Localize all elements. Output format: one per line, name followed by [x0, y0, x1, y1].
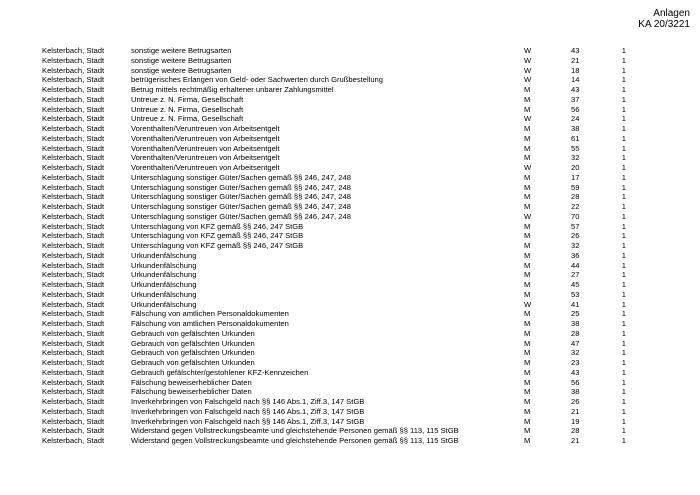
sex-cell: M: [524, 182, 531, 192]
count-cell: 1: [621, 75, 626, 85]
offense-cell: Urkundenfälschung: [131, 299, 197, 309]
city-cell: Kelsterbach, Stadt: [42, 358, 105, 367]
age-cell: 43: [571, 367, 580, 377]
offense-cell: Vorenthalten/Veruntreuen von Arbeitsentgelt: [131, 124, 280, 133]
age-cell: 38: [571, 387, 580, 397]
count-cell: 1: [621, 358, 626, 367]
table-row: [0, 222, 700, 232]
sex-cell: W: [524, 114, 532, 124]
age-cell: 37: [571, 94, 580, 104]
age-cell: 43: [571, 46, 580, 55]
count-cell: 1: [621, 397, 626, 406]
offense-cell: Urkundenfälschung: [131, 260, 197, 270]
city-cell: Kelsterbach, Stadt: [42, 143, 105, 153]
count-cell: 1: [621, 309, 626, 319]
count-cell: 1: [621, 260, 626, 270]
city-cell: Kelsterbach, Stadt: [42, 104, 105, 114]
age-cell: 23: [571, 358, 580, 367]
count-cell: 1: [621, 348, 626, 358]
sex-cell: M: [524, 338, 531, 348]
count-cell: 1: [621, 65, 626, 75]
city-cell: Kelsterbach, Stadt: [42, 436, 105, 445]
offense-cell: Unterschlagung sonstiger Güter/Sachen gemäß §§ 246, 247, 248: [131, 182, 351, 192]
age-cell: 17: [571, 172, 580, 182]
count-cell: 1: [621, 192, 626, 202]
age-cell: 18: [571, 65, 580, 75]
offense-cell: Vorenthalten/Veruntreuen von Arbeitsentgelt: [131, 153, 280, 163]
table-row: [0, 105, 700, 115]
age-cell: 56: [571, 377, 580, 387]
city-cell: Kelsterbach, Stadt: [42, 124, 105, 133]
age-cell: 26: [571, 397, 580, 406]
sex-cell: W: [524, 55, 532, 65]
city-cell: Kelsterbach, Stadt: [42, 280, 105, 289]
count-cell: 1: [621, 299, 626, 309]
sex-cell: M: [524, 85, 531, 94]
age-cell: 14: [571, 75, 580, 85]
city-cell: Kelsterbach, Stadt: [42, 319, 105, 328]
city-cell: Kelsterbach, Stadt: [42, 406, 105, 416]
city-cell: Kelsterbach, Stadt: [42, 338, 105, 348]
sex-cell: M: [524, 309, 531, 319]
age-cell: 43: [571, 85, 580, 94]
age-cell: 32: [571, 241, 580, 250]
city-cell: Kelsterbach, Stadt: [42, 377, 105, 387]
data-table: [0, 46, 700, 446]
table-row: [0, 319, 700, 329]
count-cell: 1: [621, 250, 626, 260]
table-row: [0, 387, 700, 397]
table-row: [0, 231, 700, 241]
count-cell: 1: [621, 328, 626, 338]
count-cell: 1: [621, 85, 626, 94]
count-cell: 1: [621, 211, 626, 221]
table-row: [0, 173, 700, 183]
city-cell: Kelsterbach, Stadt: [42, 221, 105, 231]
sex-cell: M: [524, 192, 531, 202]
offense-cell: Widerstand gegen Vollstreckungsbeamte und gleichstehende Personen gemäß §§ 113, 115 StGB: [131, 426, 459, 436]
sex-cell: M: [524, 377, 531, 387]
age-cell: 28: [571, 426, 580, 436]
count-cell: 1: [621, 163, 626, 172]
sex-cell: M: [524, 124, 531, 133]
header-anlagen: Anlagen: [653, 8, 690, 19]
table-row: [0, 436, 700, 446]
offense-cell: Inverkehrbringen von Falschgeld nach §§ 146 Abs.1, Ziff.3, 147 StGB: [131, 416, 365, 426]
offense-cell: Untreue z. N. Firma, Gesellschaft: [131, 114, 244, 124]
city-cell: Kelsterbach, Stadt: [42, 46, 105, 55]
age-cell: 32: [571, 348, 580, 358]
table-row: [0, 95, 700, 105]
offense-cell: Urkundenfälschung: [131, 289, 197, 299]
table-row: [0, 192, 700, 202]
offense-cell: Unterschlagung sonstiger Güter/Sachen gemäß §§ 246, 247, 248: [131, 172, 351, 182]
count-cell: 1: [621, 202, 626, 211]
table-row: [0, 85, 700, 95]
offense-cell: Urkundenfälschung: [131, 270, 197, 280]
sex-cell: M: [524, 367, 531, 377]
sex-cell: M: [524, 94, 531, 104]
city-cell: Kelsterbach, Stadt: [42, 231, 105, 241]
offense-cell: Gebrauch von gefälschten Urkunden: [131, 338, 255, 348]
offense-cell: Fälschung von amtlichen Personaldokumenten: [131, 309, 289, 319]
city-cell: Kelsterbach, Stadt: [42, 289, 105, 299]
city-cell: Kelsterbach, Stadt: [42, 309, 105, 319]
sex-cell: M: [524, 143, 531, 153]
city-cell: Kelsterbach, Stadt: [42, 114, 105, 124]
age-cell: 20: [571, 163, 580, 172]
age-cell: 56: [571, 104, 580, 114]
city-cell: Kelsterbach, Stadt: [42, 163, 105, 172]
sex-cell: M: [524, 280, 531, 289]
age-cell: 21: [571, 406, 580, 416]
city-cell: Kelsterbach, Stadt: [42, 250, 105, 260]
sex-cell: W: [524, 75, 532, 85]
table-row: [0, 144, 700, 154]
table-row: [0, 124, 700, 134]
age-cell: 28: [571, 192, 580, 202]
table-row: [0, 261, 700, 271]
city-cell: Kelsterbach, Stadt: [42, 94, 105, 104]
age-cell: 57: [571, 221, 580, 231]
table-row: [0, 75, 700, 85]
sex-cell: W: [524, 163, 532, 172]
table-row: [0, 329, 700, 339]
offense-cell: Urkundenfälschung: [131, 250, 197, 260]
offense-cell: Unterschlagung sonstiger Güter/Sachen gemäß §§ 246, 247, 248: [131, 202, 351, 211]
count-cell: 1: [621, 143, 626, 153]
city-cell: Kelsterbach, Stadt: [42, 270, 105, 280]
sex-cell: M: [524, 231, 531, 241]
sex-cell: M: [524, 328, 531, 338]
table-row: [0, 368, 700, 378]
table-row: [0, 202, 700, 212]
count-cell: 1: [621, 124, 626, 133]
table-row: [0, 290, 700, 300]
table-row: [0, 114, 700, 124]
city-cell: Kelsterbach, Stadt: [42, 75, 105, 85]
age-cell: 41: [571, 299, 580, 309]
city-cell: Kelsterbach, Stadt: [42, 348, 105, 358]
offense-cell: Inverkehrbringen von Falschgeld nach §§ 146 Abs.1, Ziff.3, 147 StGB: [131, 406, 365, 416]
age-cell: 47: [571, 338, 580, 348]
offense-cell: Urkundenfälschung: [131, 280, 197, 289]
offense-cell: Gebrauch von gefälschten Urkunden: [131, 348, 255, 358]
sex-cell: M: [524, 250, 531, 260]
city-cell: Kelsterbach, Stadt: [42, 299, 105, 309]
table-row: [0, 66, 700, 76]
count-cell: 1: [621, 377, 626, 387]
city-cell: Kelsterbach, Stadt: [42, 416, 105, 426]
sex-cell: M: [524, 426, 531, 436]
table-row: [0, 270, 700, 280]
offense-cell: Untreue z. N. Firma, Gesellschaft: [131, 104, 244, 114]
sex-cell: M: [524, 221, 531, 231]
city-cell: Kelsterbach, Stadt: [42, 260, 105, 270]
sex-cell: M: [524, 104, 531, 114]
offense-cell: betrügerisches Erlangen von Geld- oder Sachwerten durch Grußbestellung: [131, 75, 383, 85]
age-cell: 55: [571, 143, 580, 153]
count-cell: 1: [621, 436, 626, 445]
table-row: [0, 134, 700, 144]
table-row: [0, 163, 700, 173]
offense-cell: Unterschlagung von KFZ gemäß §§ 246, 247 StGB: [131, 231, 304, 241]
offense-cell: Betrug mittels rechtmäßig erhaltener unbarer Zahlungsmittel: [131, 85, 334, 94]
sex-cell: M: [524, 153, 531, 163]
age-cell: 27: [571, 270, 580, 280]
table-row: [0, 426, 700, 436]
offense-cell: Gebrauch von gefälschten Urkunden: [131, 358, 255, 367]
sex-cell: M: [524, 202, 531, 211]
offense-cell: sonstige weitere Betrugsarten: [131, 55, 232, 65]
table-row: [0, 153, 700, 163]
city-cell: Kelsterbach, Stadt: [42, 367, 105, 377]
sex-cell: M: [524, 289, 531, 299]
age-cell: 38: [571, 319, 580, 328]
table-row: [0, 358, 700, 368]
city-cell: Kelsterbach, Stadt: [42, 65, 105, 75]
offense-cell: Gebrauch gefälschter/gestohlener KFZ-Kennzeichen: [131, 367, 309, 377]
count-cell: 1: [621, 221, 626, 231]
age-cell: 38: [571, 124, 580, 133]
sex-cell: W: [524, 65, 532, 75]
count-cell: 1: [621, 133, 626, 143]
age-cell: 61: [571, 133, 580, 143]
offense-cell: Unterschlagung sonstiger Güter/Sachen gemäß §§ 246, 247, 248: [131, 211, 351, 221]
offense-cell: Vorenthalten/Veruntreuen von Arbeitsentgelt: [131, 143, 280, 153]
age-cell: 24: [571, 114, 580, 124]
sex-cell: M: [524, 241, 531, 250]
city-cell: Kelsterbach, Stadt: [42, 241, 105, 250]
city-cell: Kelsterbach, Stadt: [42, 211, 105, 221]
sex-cell: M: [524, 348, 531, 358]
count-cell: 1: [621, 182, 626, 192]
city-cell: Kelsterbach, Stadt: [42, 397, 105, 406]
table-row: [0, 378, 700, 388]
table-row: [0, 417, 700, 427]
count-cell: 1: [621, 114, 626, 124]
sex-cell: M: [524, 436, 531, 445]
city-cell: Kelsterbach, Stadt: [42, 85, 105, 94]
table-row: [0, 300, 700, 310]
table-row: [0, 397, 700, 407]
city-cell: Kelsterbach, Stadt: [42, 172, 105, 182]
offense-cell: sonstige weitere Betrugsarten: [131, 65, 232, 75]
sex-cell: W: [524, 211, 532, 221]
table-row: [0, 241, 700, 251]
table-row: [0, 309, 700, 319]
table-row: [0, 280, 700, 290]
sex-cell: M: [524, 358, 531, 367]
offense-cell: Untreue z. N. Firma, Gesellschaft: [131, 94, 244, 104]
table-row: [0, 46, 700, 56]
age-cell: 44: [571, 260, 580, 270]
sex-cell: M: [524, 319, 531, 328]
age-cell: 32: [571, 153, 580, 163]
count-cell: 1: [621, 46, 626, 55]
age-cell: 59: [571, 182, 580, 192]
offense-cell: Fälschung beweiserheblicher Daten: [131, 387, 252, 397]
age-cell: 28: [571, 328, 580, 338]
sex-cell: M: [524, 387, 531, 397]
header-reference: KA 20/3221: [638, 19, 690, 30]
age-cell: 26: [571, 231, 580, 241]
table-row: [0, 407, 700, 417]
count-cell: 1: [621, 280, 626, 289]
city-cell: Kelsterbach, Stadt: [42, 182, 105, 192]
offense-cell: Unterschlagung von KFZ gemäß §§ 246, 247 StGB: [131, 241, 304, 250]
table-row: [0, 183, 700, 193]
document-header: [638, 8, 690, 30]
sex-cell: W: [524, 299, 532, 309]
city-cell: Kelsterbach, Stadt: [42, 192, 105, 202]
count-cell: 1: [621, 406, 626, 416]
age-cell: 21: [571, 55, 580, 65]
sex-cell: M: [524, 397, 531, 406]
age-cell: 36: [571, 250, 580, 260]
city-cell: Kelsterbach, Stadt: [42, 133, 105, 143]
count-cell: 1: [621, 153, 626, 163]
count-cell: 1: [621, 55, 626, 65]
table-row: [0, 56, 700, 66]
offense-cell: Unterschlagung von KFZ gemäß §§ 246, 247 StGB: [131, 221, 304, 231]
age-cell: 53: [571, 289, 580, 299]
age-cell: 70: [571, 211, 580, 221]
count-cell: 1: [621, 270, 626, 280]
count-cell: 1: [621, 172, 626, 182]
sex-cell: M: [524, 172, 531, 182]
table-row: [0, 339, 700, 349]
city-cell: Kelsterbach, Stadt: [42, 328, 105, 338]
city-cell: Kelsterbach, Stadt: [42, 426, 105, 436]
sex-cell: M: [524, 133, 531, 143]
sex-cell: M: [524, 416, 531, 426]
offense-cell: Inverkehrbringen von Falschgeld nach §§ 146 Abs.1, Ziff.3, 147 StGB: [131, 397, 365, 406]
offense-cell: Vorenthalten/Veruntreuen von Arbeitsentgelt: [131, 163, 280, 172]
count-cell: 1: [621, 416, 626, 426]
offense-cell: Unterschlagung sonstiger Güter/Sachen gemäß §§ 246, 247, 248: [131, 192, 351, 202]
count-cell: 1: [621, 94, 626, 104]
count-cell: 1: [621, 387, 626, 397]
age-cell: 25: [571, 309, 580, 319]
sex-cell: M: [524, 270, 531, 280]
city-cell: Kelsterbach, Stadt: [42, 55, 105, 65]
table-row: [0, 251, 700, 261]
sex-cell: W: [524, 46, 532, 55]
count-cell: 1: [621, 426, 626, 436]
sex-cell: M: [524, 406, 531, 416]
age-cell: 22: [571, 202, 580, 211]
count-cell: 1: [621, 231, 626, 241]
count-cell: 1: [621, 289, 626, 299]
city-cell: Kelsterbach, Stadt: [42, 153, 105, 163]
count-cell: 1: [621, 367, 626, 377]
city-cell: Kelsterbach, Stadt: [42, 387, 105, 397]
count-cell: 1: [621, 319, 626, 328]
sex-cell: M: [524, 260, 531, 270]
age-cell: 21: [571, 436, 580, 445]
offense-cell: Gebrauch von gefälschten Urkunden: [131, 328, 255, 338]
offense-cell: Widerstand gegen Vollstreckungsbeamte und gleichstehende Personen gemäß §§ 113, 115 StGB: [131, 436, 459, 445]
count-cell: 1: [621, 338, 626, 348]
table-row: [0, 212, 700, 222]
age-cell: 45: [571, 280, 580, 289]
offense-cell: Fälschung von amtlichen Personaldokumenten: [131, 319, 289, 328]
offense-cell: sonstige weitere Betrugsarten: [131, 46, 232, 55]
city-cell: Kelsterbach, Stadt: [42, 202, 105, 211]
age-cell: 19: [571, 416, 580, 426]
offense-cell: Vorenthalten/Veruntreuen von Arbeitsentgelt: [131, 133, 280, 143]
count-cell: 1: [621, 104, 626, 114]
table-row: [0, 348, 700, 358]
offense-cell: Fälschung beweiserheblicher Daten: [131, 377, 252, 387]
count-cell: 1: [621, 241, 626, 250]
